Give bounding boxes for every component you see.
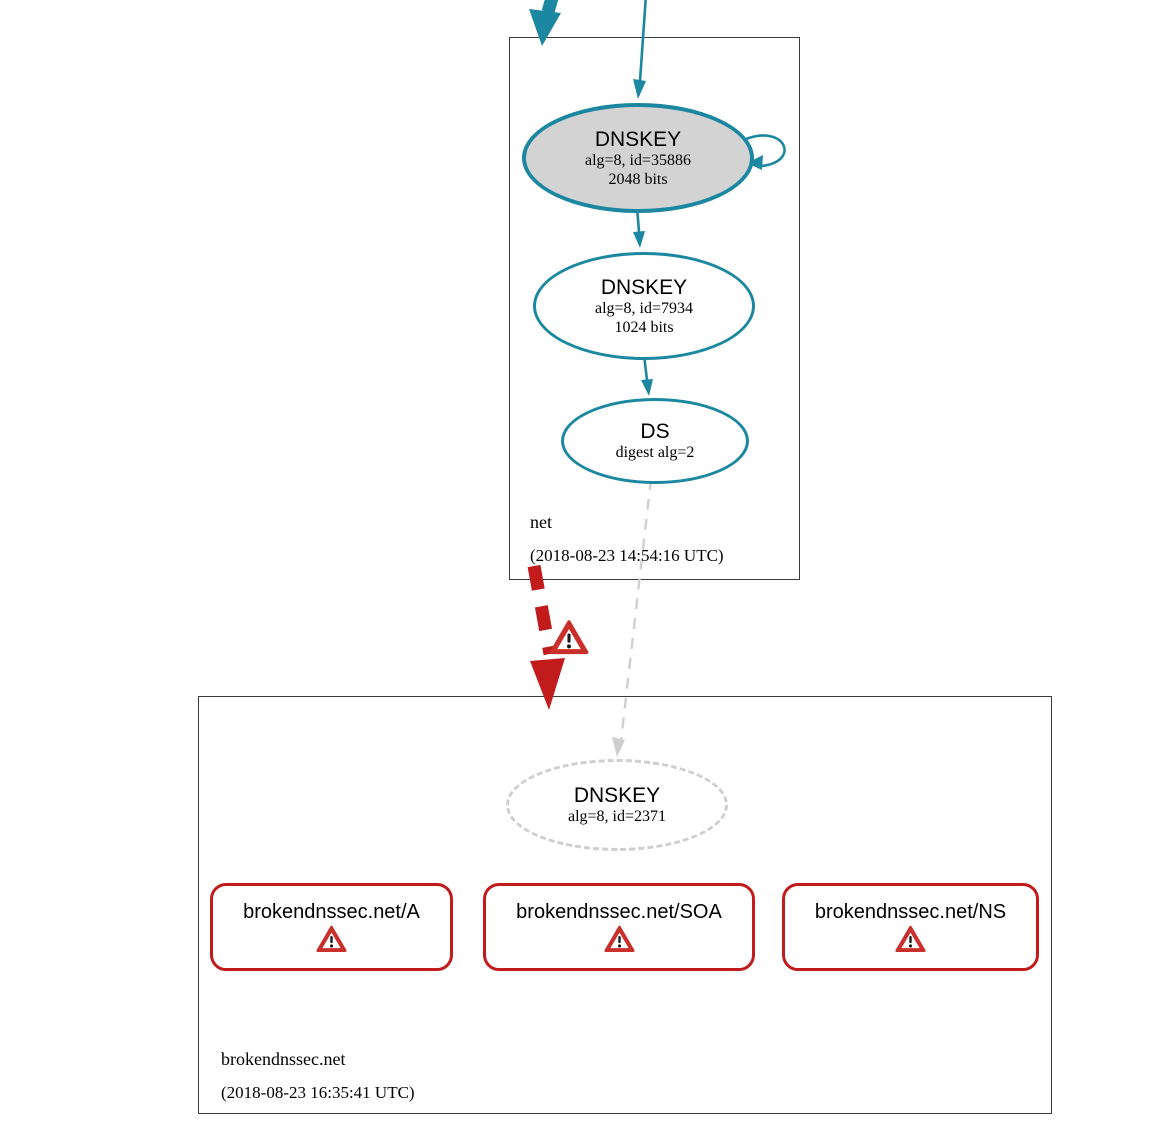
zone-label-brokendnssec-net: brokendnssec.net [221, 1049, 346, 1069]
rrset-label: brokendnssec.net/SOA [516, 901, 722, 923]
zone-timestamp-net: (2018-08-23 14:54:16 UTC) [530, 546, 724, 565]
node-title: DS [640, 420, 670, 443]
zone-timestamp-brokendnssec-net: (2018-08-23 16:35:41 UTC) [221, 1083, 415, 1102]
node-bits: 1024 bits [614, 318, 674, 336]
node-dnskey-ksk[interactable] [522, 103, 754, 213]
node-ds[interactable] [561, 398, 749, 484]
edge-zsk-to-ds [641, 355, 653, 396]
warning-icon [549, 618, 589, 658]
edge-ds-to-child-dnskey [612, 479, 651, 757]
node-detail: digest alg=2 [615, 444, 695, 461]
warning-icon [895, 925, 926, 954]
rrset-label: brokendnssec.net/NS [814, 901, 1007, 923]
node-rrset-soa[interactable] [483, 883, 755, 971]
warning-icon [316, 925, 347, 954]
rrset-label: brokendnssec.net/A [243, 901, 420, 923]
edge-ksk-to-zsk [633, 207, 645, 248]
node-title: DNSKEY [594, 127, 682, 151]
node-detail: alg=8, id=7934 [594, 299, 694, 317]
edge-parent-to-ksk [633, 0, 646, 99]
node-detail: alg=8, id=2371 [567, 808, 667, 825]
node-dnskey-zsk[interactable] [533, 252, 755, 360]
zone-label-net: net [530, 512, 552, 532]
node-title: DNSKEY [600, 275, 688, 299]
node-detail: alg=8, id=35886 [584, 151, 692, 169]
node-rrset-a[interactable] [210, 883, 453, 971]
warning-icon [604, 925, 635, 954]
edge-parent-delegation-arrow [529, 0, 561, 46]
node-dnskey-child[interactable] [506, 759, 728, 851]
node-title: DNSKEY [573, 784, 661, 807]
node-bits: 2048 bits [608, 170, 668, 188]
node-rrset-ns[interactable] [782, 883, 1039, 971]
